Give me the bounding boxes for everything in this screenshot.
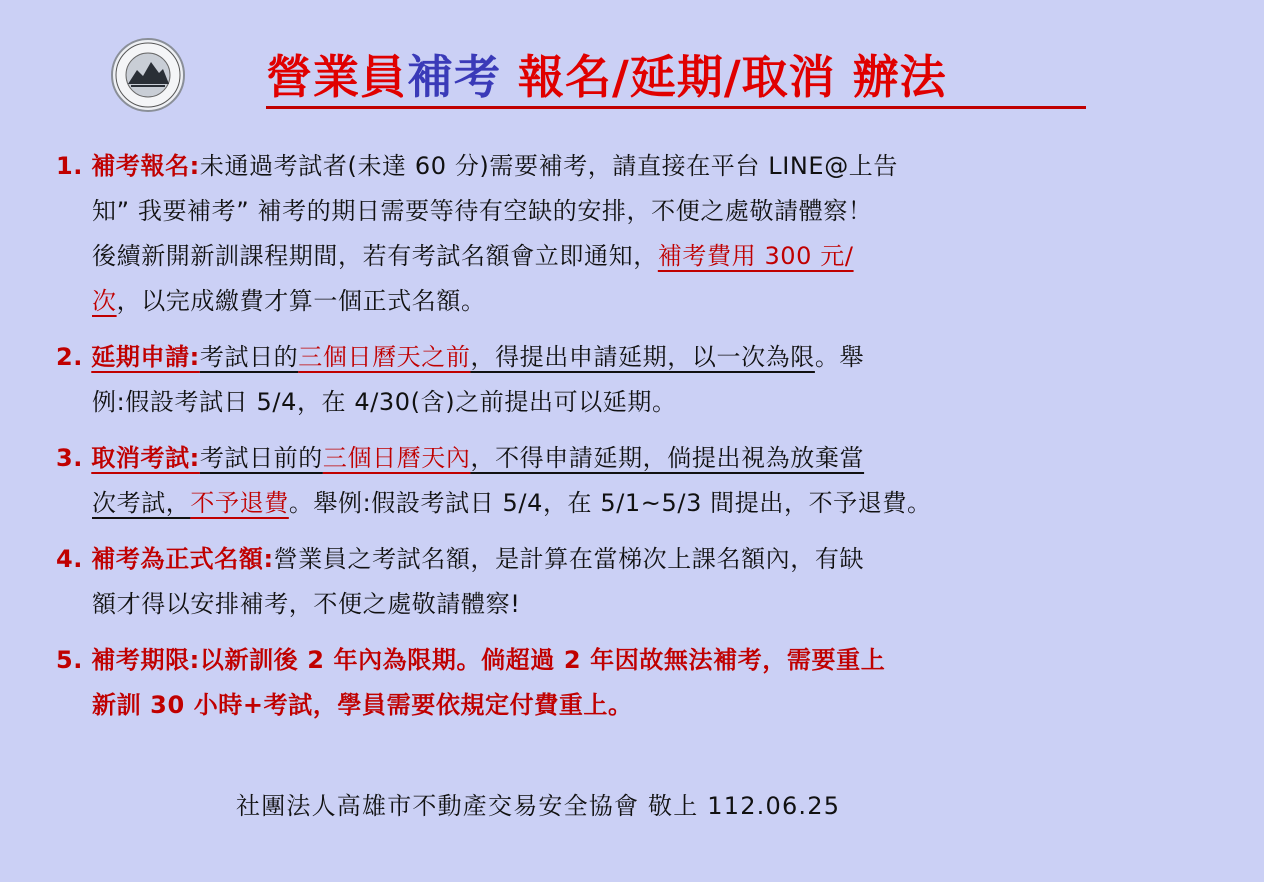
item-label: 補考期限: xyxy=(91,646,200,674)
item-text: 營業員之考試名額，是計算在當梯次上課名額內，有缺 xyxy=(273,545,865,573)
item-text: 額才得以安排補考，不便之處敬請體察! xyxy=(92,590,521,618)
item-text: 。舉 xyxy=(814,343,865,371)
deadline-highlight: 三個日曆天之前 xyxy=(298,343,471,371)
item-text: ，得提出申請延期，以一次為限 xyxy=(470,343,815,371)
fee-highlight: 補考費用 300 元/ xyxy=(657,242,854,270)
title-part-rules: 報名/延期/取消 辦法 xyxy=(501,50,947,104)
rule-item-3 xyxy=(56,436,1206,526)
item-label: 延期申請: xyxy=(91,343,200,371)
item-text: 次考試， xyxy=(92,489,191,517)
item-text: 考試日的 xyxy=(199,343,299,371)
rule-item-2 xyxy=(56,335,1206,425)
item-number: 5. xyxy=(56,646,84,674)
title-part-makeup: 補考 xyxy=(407,50,501,104)
item-text: 後續新開新訓課程期間，若有考試名額會立即通知， xyxy=(92,242,658,270)
item-number: 2. xyxy=(56,343,84,371)
item-label: 補考為正式名額: xyxy=(91,545,274,573)
rule-item-4 xyxy=(56,537,1206,627)
item-number: 1. xyxy=(56,152,84,180)
item-text: 新訓 30 小時+考試，學員需要依規定付費重上。 xyxy=(92,691,633,719)
item-text: 知” 我要補考” 補考的期日需要等待有空缺的安排，不便之處敬請體察！ xyxy=(92,197,873,225)
item-text: 例:假設考試日 5/4，在 4/30(含)之前提出可以延期。 xyxy=(92,388,677,416)
organization-logo xyxy=(111,38,185,112)
title-part-staff: 營業員 xyxy=(266,50,407,104)
rule-item-5 xyxy=(56,638,1206,728)
deadline-highlight: 三個日曆天內 xyxy=(322,444,471,472)
rule-item-1 xyxy=(56,144,1206,324)
item-number: 3. xyxy=(56,444,84,472)
item-label: 取消考試: xyxy=(91,444,200,472)
item-text: ，以完成繳費才算一個正式名額。 xyxy=(116,287,486,315)
page-title xyxy=(266,48,1086,109)
item-text: 考試日前的 xyxy=(199,444,323,472)
item-text: ，不得申請延期，倘提出視為放棄當 xyxy=(470,444,865,472)
item-text: 未通過考試者(未達 60 分)需要補考，請直接在平台 LINE@上告 xyxy=(199,152,898,180)
item-number: 4. xyxy=(56,545,84,573)
item-text: 以新訓後 2 年內為限期。倘超過 2 年因故無法補考，需要重上 xyxy=(199,646,886,674)
item-text: 。舉例:假設考試日 5/4，在 5/1~5/3 間提出，不予退費。 xyxy=(288,489,932,517)
fee-highlight: 次 xyxy=(92,287,117,315)
signature-footer: 社團法人高雄市不動產交易安全協會 敬上 112.06.25 xyxy=(236,792,841,820)
no-refund-highlight: 不予退費 xyxy=(190,489,289,517)
rules-list xyxy=(56,144,1206,739)
item-label: 補考報名: xyxy=(91,152,200,180)
